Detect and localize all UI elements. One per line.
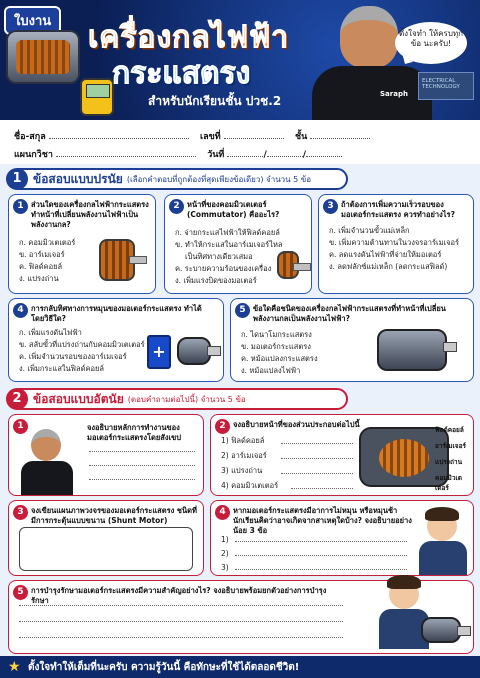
essay-question-4	[210, 500, 474, 576]
teacher-pointing-illustration	[17, 425, 77, 495]
dc-generator-illustration	[377, 329, 447, 371]
option-d[interactable]: ง. แปรงถ่าน	[19, 274, 59, 283]
option-a[interactable]: ก. เพิ่มจำนวนขั้วแม่เหล็ก	[329, 226, 410, 235]
option-c[interactable]: ค. ลดแรงดันไฟฟ้าที่จ่ายให้มอเตอร์	[329, 250, 442, 259]
option-b[interactable]: ข. ทำให้กระแสในอาร์เมเจอร์ไหล	[175, 240, 283, 249]
student-repairing-illustration	[369, 573, 469, 653]
label-armature: อาร์เมเจอร์	[435, 442, 466, 450]
dept-field[interactable]	[56, 148, 196, 157]
question-text: จงเขียนแผนภาพวงจรของมอเตอร์กระแสตรง ชนิดที่มีการกระตุ้นแบบขนาน (Shunt Motor)	[31, 506, 197, 525]
question-text: การกลับทิศทางการหมุนของมอเตอร์กระแสตรง ทำได้โดยวิธีใด?	[31, 304, 202, 323]
section1-banner	[8, 168, 348, 190]
class-label: ชั้น	[294, 132, 308, 142]
option-b[interactable]: ข. สลับขั้วที่แปรงถ่านกับคอมมิวเตเตอร์	[19, 340, 145, 349]
answer-1-label: 1)	[221, 535, 229, 544]
question-text: ข้อใดคือชนิดของเครื่องกลไฟฟ้ากระแสตรงที่ทำหน้าที่เปลี่ยนพลังงานกลเป็นพลังงานไฟฟ้า?	[253, 304, 446, 323]
question-number: 3	[323, 199, 338, 214]
class-field[interactable]	[310, 130, 370, 139]
option-b[interactable]: ข. มอเตอร์กระแสตรง	[241, 342, 311, 351]
answer-2-label: 2)	[221, 549, 229, 558]
answer-line[interactable]	[19, 637, 343, 638]
date-day-field[interactable]	[227, 148, 263, 157]
question-text: หากมอเตอร์กระแสตรงมีอาการไม่หมุน หรือหมุนช้า นักเรียนคิดว่าอาจเกิดจากสาเหตุใดบ้าง? จงอธิบายอย่างน้อย 3 ข้อ	[233, 506, 412, 535]
essay-question-1	[8, 414, 204, 496]
question-number: 3	[13, 505, 28, 520]
option-c[interactable]: ค. ฟิลด์คอยล์	[19, 262, 63, 271]
motor-illustration	[6, 30, 80, 84]
option-b[interactable]: ข. อาร์เมเจอร์	[19, 250, 65, 259]
question-number: 4	[215, 505, 230, 520]
option-d[interactable]: ง. หม้อแปลงไฟฟ้า	[241, 366, 301, 375]
question-text: จงอธิบายหน้าที่ของส่วนประกอบต่อไปนี้	[233, 420, 360, 429]
option-a[interactable]: ก. เพิ่มแรงดันไฟฟ้า	[19, 328, 82, 337]
student-info	[0, 120, 480, 164]
battery-icon: +	[147, 335, 171, 369]
circuit-drawing-box[interactable]	[19, 527, 193, 571]
number-label: เลขที่	[200, 132, 221, 142]
dc-motor-illustration	[177, 337, 211, 365]
mc-question-4	[8, 298, 224, 382]
worksheet-tag: ใบงาน	[4, 6, 61, 35]
option-b[interactable]: ข. เพิ่มความต้านทานในวงจรอาร์เมเจอร์	[329, 238, 460, 247]
section2-number: 2	[6, 388, 28, 410]
item-3: 3) แปรงถ่าน	[221, 466, 263, 475]
answer-2-line[interactable]	[235, 555, 407, 556]
footer-text: ตั้งใจทำให้เต็มที่นะครับ ความรู้วันนี้ คือทักษะที่ใช้ได้ตลอดชีวิต!	[28, 661, 300, 673]
mc-question-3	[318, 194, 474, 294]
label-commutator: คอมมิวเตเตอร์	[435, 474, 462, 492]
question-number: 2	[215, 419, 230, 434]
answer-3-label: 3)	[221, 563, 229, 572]
title-line1: เครื่องกลไฟฟ้า	[88, 20, 290, 55]
option-c[interactable]: ค. ระบายความร้อนของเครื่อง	[175, 264, 272, 273]
header-banner	[0, 0, 480, 120]
mc-question-2	[164, 194, 312, 294]
section1-title: ข้อสอบแบบปรนัย	[33, 171, 123, 186]
date-label: วันที่	[207, 150, 225, 160]
option-d[interactable]: ง. เพิ่มกระแสในฟิลด์คอยล์	[19, 364, 104, 373]
option-c[interactable]: ค. เพิ่มจำนวนรอบของอาร์เมเจอร์	[19, 352, 127, 361]
speech-bubble: ตั้งใจทำ ให้ครบทุกข้อ นะครับ!	[395, 22, 467, 64]
footer-banner	[0, 656, 480, 678]
answer-1-line[interactable]	[235, 541, 407, 542]
section2-subtitle: (ตอบคำถามต่อไปนี้) จำนวน 5 ข้อ	[127, 394, 246, 404]
label-brush: แปรงถ่าน	[435, 458, 463, 466]
electrical-sign: ELECTRICAL TECHNOLOGY	[418, 72, 474, 100]
dept-label: แผนกวิชา	[14, 150, 53, 160]
shirt-text: Saraph	[380, 90, 408, 98]
item-4: 4) คอมมิวเตเตอร์	[221, 481, 279, 490]
question-text: ถ้าต้องการเพิ่มความเร็วรอบของมอเตอร์กระแสตรง ควรทำอย่างไร?	[341, 200, 455, 219]
question-text: ส่วนใดของเครื่องกลไฟฟ้ากระแสตรง ทำหน้าที่เปลี่ยนพลังงานไฟฟ้าเป็นพลังงานกล?	[31, 200, 149, 229]
armature-illustration	[99, 239, 135, 281]
mc-question-1	[8, 194, 156, 294]
name-field[interactable]	[49, 130, 189, 139]
option-a[interactable]: ก. จ่ายกระแสไฟฟ้าให้ฟิลด์คอยล์	[175, 228, 280, 237]
item-2: 2) อาร์เมเจอร์	[221, 451, 267, 460]
student-thinking-illustration	[415, 507, 471, 575]
question-number: 4	[13, 303, 28, 318]
essay-question-2	[210, 414, 474, 496]
multimeter-illustration	[80, 78, 114, 116]
essay-question-5	[8, 580, 474, 654]
option-c[interactable]: ค. หม้อแปลงกระแสตรง	[241, 354, 318, 363]
section1-subtitle: (เลือกคำตอบที่ถูกต้องที่สุดเพียงข้อเดียว) จำนวน 5 ข้อ	[126, 174, 312, 184]
date-year-field[interactable]	[306, 148, 342, 157]
star-icon: ★	[8, 659, 21, 675]
label-field-coil: ฟิลด์คอยล์	[435, 426, 464, 434]
option-b-cont: เป็นทิศทางเดียวเสมอ	[185, 252, 253, 261]
subtitle: สำหรับนักเรียนชั้น ปวช.2	[148, 94, 282, 108]
option-d[interactable]: ง. ลดฟลักซ์แม่เหล็ก (ลดกระแสฟิลด์)	[329, 262, 448, 271]
essay-question-3	[8, 500, 204, 576]
question-number: 5	[235, 303, 250, 318]
date-separator: /	[302, 150, 307, 160]
answer-3-line[interactable]	[235, 569, 407, 570]
name-label: ชื่อ-สกุล	[14, 132, 46, 142]
commutator-illustration	[277, 251, 299, 279]
section2-banner	[8, 388, 348, 410]
option-a[interactable]: ก. ไดนาโมกระแสตรง	[241, 330, 312, 339]
question-text: จงอธิบายหลักการทำงานของมอเตอร์กระแสตรงโดยสังเขป	[87, 423, 181, 442]
option-d[interactable]: ง. เพิ่มแรงบิดของมอเตอร์	[175, 276, 257, 285]
question-number: 5	[13, 585, 28, 600]
question-number: 1	[13, 199, 28, 214]
question-number: 1	[13, 419, 28, 434]
option-a[interactable]: ก. คอมมิวเตเตอร์	[19, 238, 76, 247]
answer-line[interactable]	[19, 605, 343, 606]
answer-line[interactable]	[19, 621, 343, 622]
section2-title: ข้อสอบแบบอัตนัย	[33, 391, 124, 406]
question-number: 2	[169, 199, 184, 214]
date-month-field[interactable]	[267, 148, 303, 157]
section1-number: 1	[6, 168, 28, 190]
date-separator: /	[263, 150, 267, 160]
number-field[interactable]	[224, 130, 284, 139]
title-line2: กระแสตรง	[112, 56, 251, 91]
question-text: หน้าที่ของคอมมิวเตเตอร์ (Commutator) คืออะไร?	[187, 200, 280, 219]
mc-question-5	[230, 298, 474, 382]
item-1: 1) ฟิลด์คอยล์	[221, 436, 265, 445]
question-text: การบำรุงรักษามอเตอร์กระแสตรงมีความสำคัญอย่างไร? จงอธิบายพร้อมยกตัวอย่างการบำรุงรักษา	[31, 586, 327, 605]
